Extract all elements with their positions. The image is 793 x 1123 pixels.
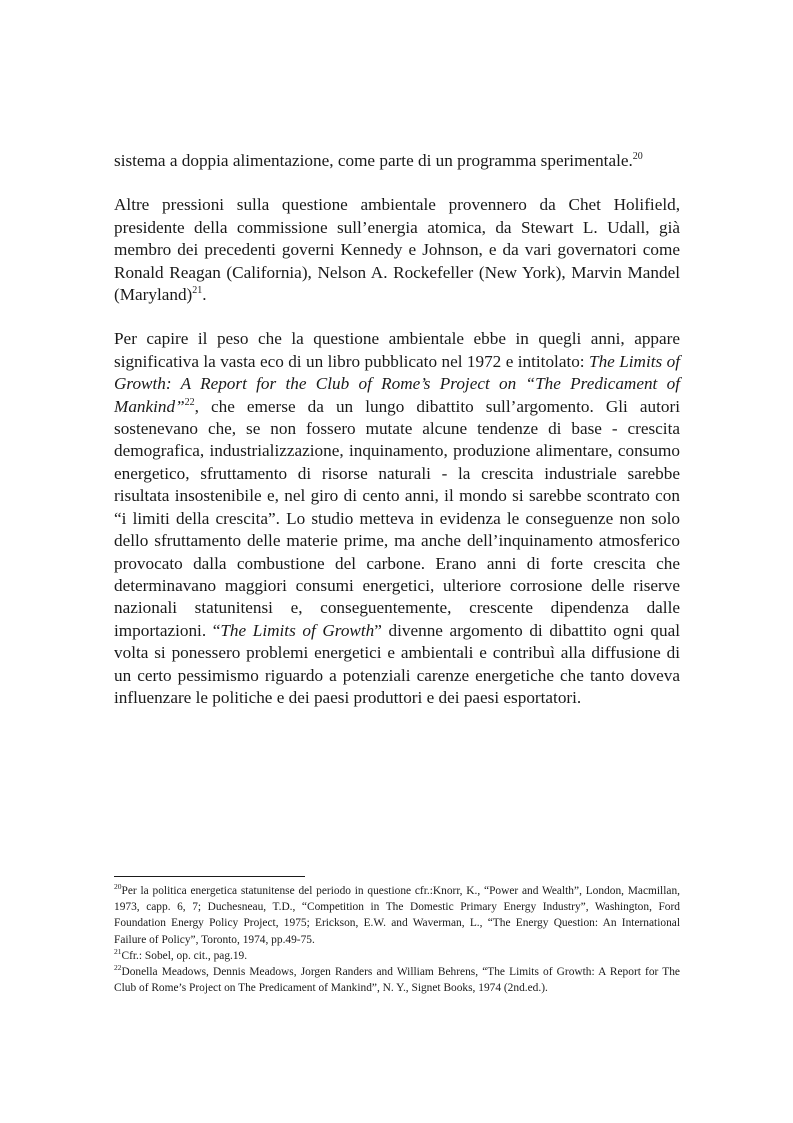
footnote-ref-22[interactable]: 22	[184, 396, 195, 408]
paragraph-2-text: Altre pressioni sulla questione ambientale provennero da Chet Holifield, presidente della commissione sull’energia atomica, da Stewart L. Udall, già membro dei precedenti governi Kennedy e Johnson, e da vari governatori come Ronald Reagan (California), Nelson A. Rockefeller (New York), Marvin Mandel (Maryland)	[114, 195, 680, 305]
paragraph-3-end: ” divenne argomento di dibattito ogni qual volta si ponessero problemi energetici e ambientali e contribuì alla diffusione di un certo pessimismo riguardo a potenziali carenze energetiche che tanto doveva influenzare le politiche e dei paesi produttori e dei paesi esportatori.	[114, 620, 680, 707]
footnote-number: 22	[114, 963, 122, 973]
footnote-text: Per la politica energetica statunitense del periodo in questione cfr.:Knorr, K., “Power and Wealth”, London, Macmillan, 1973, capp. 6, 7; Duchesneau, T.D., “Competition in The Domestic Primary Energy Industry”, Washington, Ford Foundation Energy Policy Project, 1975; Erickson, E.W. and Waverman, L., “The Energy Question: An International Failure of Policy”, Toronto, 1974, pp.49-75.	[114, 885, 680, 946]
book-title-short: The Limits of Growth	[220, 620, 375, 640]
footnote-ref-21[interactable]: 21	[192, 285, 203, 297]
paragraph-3	[114, 328, 680, 709]
footnote-text: Donella Meadows, Dennis Meadows, Jorgen Randers and William Behrens, “The Limits of Growth: A Report for The Club of Rome’s Project on The Predicament of Mankind”, N. Y., Signet Books, 1974 (2nd.ed.).	[114, 966, 680, 995]
footnote-22	[114, 964, 680, 996]
footnote-ref-20[interactable]: 20	[632, 151, 643, 162]
paragraph-3-intro: Per capire il peso che la questione ambientale ebbe in quegli anni, appare significativa la vasta eco di un libro pubblicato nel 1972 e intitolato:	[114, 329, 680, 371]
footnote-20	[114, 883, 680, 948]
paragraph-2-end: .	[202, 285, 207, 305]
footnotes	[114, 876, 680, 996]
paragraph-2	[114, 194, 680, 306]
footnote-21	[114, 948, 680, 964]
footnote-number: 21	[114, 946, 122, 956]
footnote-number: 20	[114, 882, 122, 891]
book-title: The Limits of Growth: A Report for the Club of Rome’s Project on “The Predicament of Mankind”	[114, 351, 680, 416]
paragraph-1	[114, 150, 680, 172]
footnote-separator	[114, 876, 305, 877]
paragraph-1-text: sistema a doppia alimentazione, come parte di un programma sperimentale.	[114, 151, 633, 170]
footnote-text: Cfr.: Sobel, op. cit., pag.19.	[121, 949, 248, 962]
document-body	[114, 150, 680, 731]
paragraph-3-body: , che emerse da un lungo dibattito sull’argomento. Gli autori sostenevano che, se non fossero mutate alcune tendenze di base - crescita demografica, industrializzazione, inquinamento, produzione alimentare, consumo energetico, sfruttamento di risorse naturali - la crescita industriale sarebbe risultata insostenibile e, nel giro di cento anni, il mondo si sarebbe scontrato con “i limiti della crescita”. Lo studio metteva in evidenza le conseguenze non solo dello sfruttamento delle materie prime, ma anche dell’inquinamento atmosferico provocato dalla combustione del carbone. Erano anni di forte crescita che determinavano maggiori consumi energetici, ulteriore corrosione delle riserve nazionali statunitensi e, conseguentemente, crescente dipendenza dalle importazioni. “	[114, 396, 680, 640]
